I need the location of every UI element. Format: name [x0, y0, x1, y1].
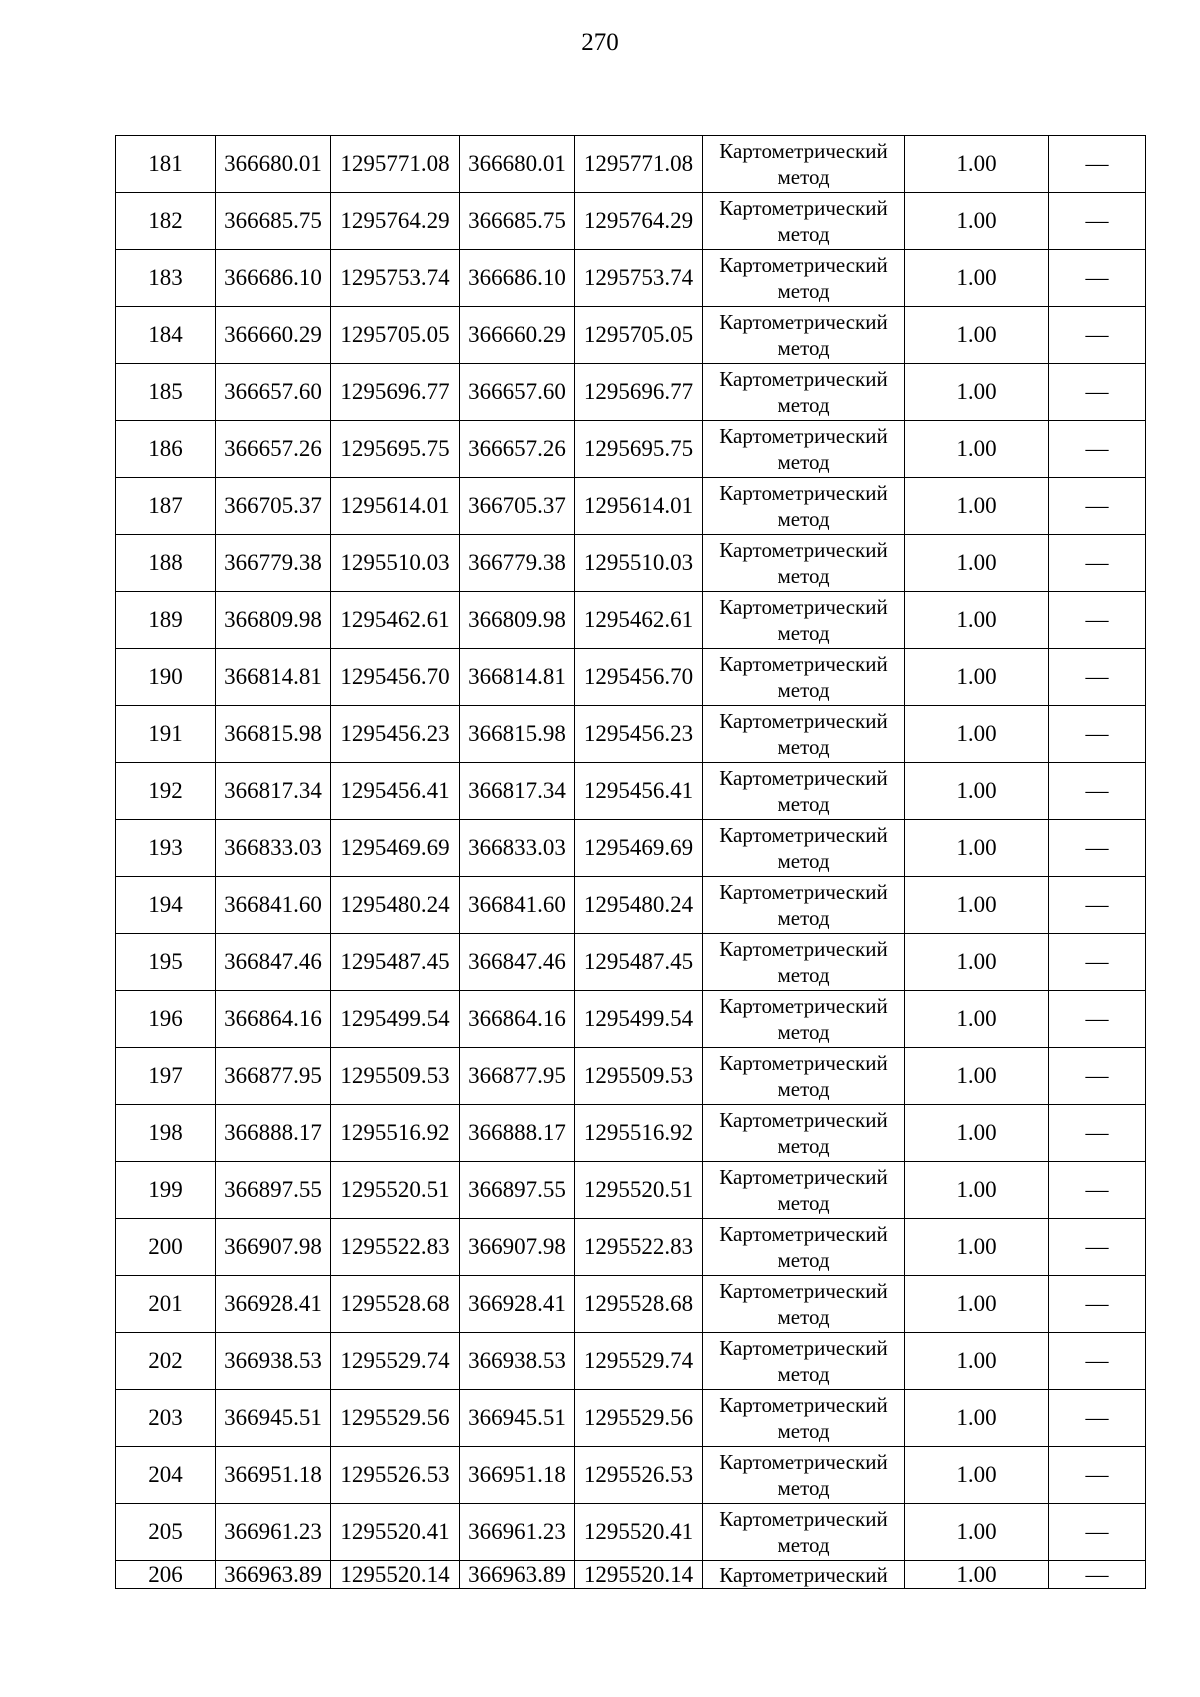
- point-number-cell: 184: [116, 307, 216, 364]
- y-coordinate-cell: 1295456.70: [331, 649, 460, 706]
- table-row: [116, 991, 1146, 1048]
- point-number-cell: 204: [116, 1447, 216, 1504]
- accuracy-cell: 1.00: [905, 535, 1049, 592]
- table-row: [116, 478, 1146, 535]
- x-coordinate-cell: 366817.34: [216, 763, 331, 820]
- x-coordinate-cell: 366657.26: [460, 421, 575, 478]
- y-coordinate-cell: 1295771.08: [331, 136, 460, 193]
- description-cell: —: [1049, 820, 1146, 877]
- x-coordinate-cell: 366686.10: [216, 250, 331, 307]
- y-coordinate-cell: 1295705.05: [575, 307, 703, 364]
- method-cell: Картометрический метод: [703, 535, 905, 592]
- point-number-cell: 206: [116, 1561, 216, 1589]
- y-coordinate-cell: 1295456.41: [575, 763, 703, 820]
- x-coordinate-cell: 366961.23: [216, 1504, 331, 1561]
- y-coordinate-cell: 1295480.24: [575, 877, 703, 934]
- coordinates-table: [115, 135, 1146, 1589]
- description-cell: —: [1049, 1219, 1146, 1276]
- x-coordinate-cell: 366864.16: [216, 991, 331, 1048]
- table-row: [116, 1504, 1146, 1561]
- method-cell: Картометрический метод: [703, 991, 905, 1048]
- table-row: [116, 1048, 1146, 1105]
- y-coordinate-cell: 1295528.68: [331, 1276, 460, 1333]
- description-cell: —: [1049, 364, 1146, 421]
- accuracy-cell: 1.00: [905, 421, 1049, 478]
- table-row: [116, 250, 1146, 307]
- y-coordinate-cell: 1295480.24: [331, 877, 460, 934]
- page-number: 270: [581, 29, 619, 56]
- accuracy-cell: 1.00: [905, 991, 1049, 1048]
- method-cell: Картометрический: [703, 1561, 905, 1589]
- table-row: [116, 1162, 1146, 1219]
- y-coordinate-cell: 1295456.41: [331, 763, 460, 820]
- accuracy-cell: 1.00: [905, 1105, 1049, 1162]
- x-coordinate-cell: 366660.29: [460, 307, 575, 364]
- x-coordinate-cell: 366841.60: [216, 877, 331, 934]
- point-number-cell: 193: [116, 820, 216, 877]
- y-coordinate-cell: 1295520.51: [575, 1162, 703, 1219]
- accuracy-cell: 1.00: [905, 763, 1049, 820]
- description-cell: —: [1049, 136, 1146, 193]
- y-coordinate-cell: 1295487.45: [331, 934, 460, 991]
- x-coordinate-cell: 366963.89: [216, 1561, 331, 1589]
- x-coordinate-cell: 366685.75: [460, 193, 575, 250]
- description-cell: —: [1049, 706, 1146, 763]
- y-coordinate-cell: 1295529.56: [331, 1390, 460, 1447]
- description-cell: —: [1049, 1105, 1146, 1162]
- table-row: [116, 364, 1146, 421]
- x-coordinate-cell: 366897.55: [216, 1162, 331, 1219]
- table-row: [116, 136, 1146, 193]
- x-coordinate-cell: 366945.51: [216, 1390, 331, 1447]
- table-row: [116, 1105, 1146, 1162]
- x-coordinate-cell: 366928.41: [216, 1276, 331, 1333]
- accuracy-cell: 1.00: [905, 136, 1049, 193]
- y-coordinate-cell: 1295520.41: [575, 1504, 703, 1561]
- x-coordinate-cell: 366657.60: [460, 364, 575, 421]
- table-row: [116, 820, 1146, 877]
- table-row: [116, 592, 1146, 649]
- y-coordinate-cell: 1295696.77: [331, 364, 460, 421]
- method-cell: Картометрический метод: [703, 763, 905, 820]
- accuracy-cell: 1.00: [905, 877, 1049, 934]
- accuracy-cell: 1.00: [905, 250, 1049, 307]
- point-number-cell: 183: [116, 250, 216, 307]
- x-coordinate-cell: 366963.89: [460, 1561, 575, 1589]
- method-cell: Картометрический метод: [703, 1219, 905, 1276]
- x-coordinate-cell: 366877.95: [460, 1048, 575, 1105]
- point-number-cell: 194: [116, 877, 216, 934]
- x-coordinate-cell: 366897.55: [460, 1162, 575, 1219]
- point-number-cell: 186: [116, 421, 216, 478]
- y-coordinate-cell: 1295520.51: [331, 1162, 460, 1219]
- point-number-cell: 199: [116, 1162, 216, 1219]
- method-cell: Картометрический метод: [703, 250, 905, 307]
- accuracy-cell: 1.00: [905, 1561, 1049, 1589]
- x-coordinate-cell: 366685.75: [216, 193, 331, 250]
- description-cell: —: [1049, 1333, 1146, 1390]
- accuracy-cell: 1.00: [905, 193, 1049, 250]
- x-coordinate-cell: 366814.81: [216, 649, 331, 706]
- description-cell: —: [1049, 877, 1146, 934]
- description-cell: —: [1049, 1447, 1146, 1504]
- accuracy-cell: 1.00: [905, 307, 1049, 364]
- description-cell: —: [1049, 307, 1146, 364]
- method-cell: Картометрический метод: [703, 820, 905, 877]
- accuracy-cell: 1.00: [905, 706, 1049, 763]
- x-coordinate-cell: 366951.18: [460, 1447, 575, 1504]
- accuracy-cell: 1.00: [905, 934, 1049, 991]
- accuracy-cell: 1.00: [905, 364, 1049, 421]
- description-cell: —: [1049, 991, 1146, 1048]
- description-cell: —: [1049, 1276, 1146, 1333]
- accuracy-cell: 1.00: [905, 1390, 1049, 1447]
- x-coordinate-cell: 366888.17: [460, 1105, 575, 1162]
- x-coordinate-cell: 366680.01: [460, 136, 575, 193]
- x-coordinate-cell: 366833.03: [460, 820, 575, 877]
- accuracy-cell: 1.00: [905, 820, 1049, 877]
- y-coordinate-cell: 1295705.05: [331, 307, 460, 364]
- y-coordinate-cell: 1295520.14: [331, 1561, 460, 1589]
- table-row: [116, 307, 1146, 364]
- point-number-cell: 201: [116, 1276, 216, 1333]
- point-number-cell: 197: [116, 1048, 216, 1105]
- point-number-cell: 187: [116, 478, 216, 535]
- x-coordinate-cell: 366864.16: [460, 991, 575, 1048]
- y-coordinate-cell: 1295614.01: [331, 478, 460, 535]
- method-cell: Картометрический метод: [703, 1276, 905, 1333]
- description-cell: —: [1049, 1162, 1146, 1219]
- description-cell: —: [1049, 1561, 1146, 1589]
- y-coordinate-cell: 1295509.53: [575, 1048, 703, 1105]
- description-cell: —: [1049, 193, 1146, 250]
- y-coordinate-cell: 1295462.61: [575, 592, 703, 649]
- y-coordinate-cell: 1295499.54: [331, 991, 460, 1048]
- method-cell: Картометрический метод: [703, 1447, 905, 1504]
- point-number-cell: 188: [116, 535, 216, 592]
- y-coordinate-cell: 1295456.70: [575, 649, 703, 706]
- table-row: [116, 934, 1146, 991]
- method-cell: Картометрический метод: [703, 592, 905, 649]
- accuracy-cell: 1.00: [905, 478, 1049, 535]
- y-coordinate-cell: 1295764.29: [331, 193, 460, 250]
- method-cell: Картометрический метод: [703, 1048, 905, 1105]
- point-number-cell: 202: [116, 1333, 216, 1390]
- x-coordinate-cell: 366680.01: [216, 136, 331, 193]
- table-row: [116, 877, 1146, 934]
- point-number-cell: 205: [116, 1504, 216, 1561]
- y-coordinate-cell: 1295696.77: [575, 364, 703, 421]
- x-coordinate-cell: 366815.98: [216, 706, 331, 763]
- y-coordinate-cell: 1295695.75: [331, 421, 460, 478]
- y-coordinate-cell: 1295456.23: [575, 706, 703, 763]
- method-cell: Картометрический метод: [703, 1333, 905, 1390]
- method-cell: Картометрический метод: [703, 1504, 905, 1561]
- y-coordinate-cell: 1295456.23: [331, 706, 460, 763]
- description-cell: —: [1049, 535, 1146, 592]
- accuracy-cell: 1.00: [905, 1219, 1049, 1276]
- y-coordinate-cell: 1295529.74: [331, 1333, 460, 1390]
- y-coordinate-cell: 1295509.53: [331, 1048, 460, 1105]
- x-coordinate-cell: 366657.60: [216, 364, 331, 421]
- method-cell: Картометрический метод: [703, 877, 905, 934]
- y-coordinate-cell: 1295614.01: [575, 478, 703, 535]
- x-coordinate-cell: 366833.03: [216, 820, 331, 877]
- y-coordinate-cell: 1295469.69: [331, 820, 460, 877]
- description-cell: —: [1049, 934, 1146, 991]
- method-cell: Картометрический метод: [703, 307, 905, 364]
- accuracy-cell: 1.00: [905, 1162, 1049, 1219]
- description-cell: —: [1049, 592, 1146, 649]
- x-coordinate-cell: 366961.23: [460, 1504, 575, 1561]
- x-coordinate-cell: 366686.10: [460, 250, 575, 307]
- point-number-cell: 191: [116, 706, 216, 763]
- description-cell: —: [1049, 1048, 1146, 1105]
- y-coordinate-cell: 1295510.03: [575, 535, 703, 592]
- x-coordinate-cell: 366705.37: [216, 478, 331, 535]
- accuracy-cell: 1.00: [905, 1447, 1049, 1504]
- method-cell: Картометрический метод: [703, 136, 905, 193]
- y-coordinate-cell: 1295753.74: [575, 250, 703, 307]
- description-cell: —: [1049, 649, 1146, 706]
- x-coordinate-cell: 366657.26: [216, 421, 331, 478]
- coordinates-table-body: [116, 136, 1146, 1589]
- y-coordinate-cell: 1295764.29: [575, 193, 703, 250]
- accuracy-cell: 1.00: [905, 1276, 1049, 1333]
- x-coordinate-cell: 366809.98: [460, 592, 575, 649]
- table-row: [116, 649, 1146, 706]
- description-cell: —: [1049, 250, 1146, 307]
- table-row: [116, 1276, 1146, 1333]
- method-cell: Картометрический метод: [703, 934, 905, 991]
- table-row: [116, 1333, 1146, 1390]
- point-number-cell: 185: [116, 364, 216, 421]
- point-number-cell: 203: [116, 1390, 216, 1447]
- accuracy-cell: 1.00: [905, 1048, 1049, 1105]
- y-coordinate-cell: 1295695.75: [575, 421, 703, 478]
- x-coordinate-cell: 366779.38: [460, 535, 575, 592]
- x-coordinate-cell: 366945.51: [460, 1390, 575, 1447]
- x-coordinate-cell: 366841.60: [460, 877, 575, 934]
- method-cell: Картометрический метод: [703, 364, 905, 421]
- table-row: [116, 1219, 1146, 1276]
- x-coordinate-cell: 366779.38: [216, 535, 331, 592]
- point-number-cell: 192: [116, 763, 216, 820]
- description-cell: —: [1049, 1390, 1146, 1447]
- table-row: [116, 1447, 1146, 1504]
- description-cell: —: [1049, 421, 1146, 478]
- x-coordinate-cell: 366814.81: [460, 649, 575, 706]
- y-coordinate-cell: 1295529.56: [575, 1390, 703, 1447]
- method-cell: Картометрический метод: [703, 421, 905, 478]
- y-coordinate-cell: 1295499.54: [575, 991, 703, 1048]
- x-coordinate-cell: 366928.41: [460, 1276, 575, 1333]
- table-row: [116, 1390, 1146, 1447]
- method-cell: Картометрический метод: [703, 478, 905, 535]
- x-coordinate-cell: 366815.98: [460, 706, 575, 763]
- x-coordinate-cell: 366705.37: [460, 478, 575, 535]
- description-cell: —: [1049, 478, 1146, 535]
- point-number-cell: 198: [116, 1105, 216, 1162]
- point-number-cell: 190: [116, 649, 216, 706]
- x-coordinate-cell: 366847.46: [460, 934, 575, 991]
- y-coordinate-cell: 1295526.53: [575, 1447, 703, 1504]
- table-row: [116, 421, 1146, 478]
- x-coordinate-cell: 366888.17: [216, 1105, 331, 1162]
- x-coordinate-cell: 366660.29: [216, 307, 331, 364]
- point-number-cell: 182: [116, 193, 216, 250]
- y-coordinate-cell: 1295516.92: [575, 1105, 703, 1162]
- description-cell: —: [1049, 763, 1146, 820]
- accuracy-cell: 1.00: [905, 1504, 1049, 1561]
- y-coordinate-cell: 1295487.45: [575, 934, 703, 991]
- y-coordinate-cell: 1295520.14: [575, 1561, 703, 1589]
- point-number-cell: 200: [116, 1219, 216, 1276]
- y-coordinate-cell: 1295520.41: [331, 1504, 460, 1561]
- y-coordinate-cell: 1295522.83: [575, 1219, 703, 1276]
- accuracy-cell: 1.00: [905, 1333, 1049, 1390]
- table-row: [116, 763, 1146, 820]
- x-coordinate-cell: 366938.53: [460, 1333, 575, 1390]
- accuracy-cell: 1.00: [905, 592, 1049, 649]
- y-coordinate-cell: 1295516.92: [331, 1105, 460, 1162]
- y-coordinate-cell: 1295522.83: [331, 1219, 460, 1276]
- point-number-cell: 189: [116, 592, 216, 649]
- point-number-cell: 196: [116, 991, 216, 1048]
- table-row: [116, 706, 1146, 763]
- y-coordinate-cell: 1295771.08: [575, 136, 703, 193]
- y-coordinate-cell: 1295528.68: [575, 1276, 703, 1333]
- x-coordinate-cell: 366951.18: [216, 1447, 331, 1504]
- x-coordinate-cell: 366817.34: [460, 763, 575, 820]
- method-cell: Картометрический метод: [703, 1162, 905, 1219]
- y-coordinate-cell: 1295462.61: [331, 592, 460, 649]
- x-coordinate-cell: 366877.95: [216, 1048, 331, 1105]
- y-coordinate-cell: 1295529.74: [575, 1333, 703, 1390]
- x-coordinate-cell: 366847.46: [216, 934, 331, 991]
- method-cell: Картометрический метод: [703, 649, 905, 706]
- x-coordinate-cell: 366938.53: [216, 1333, 331, 1390]
- table-row: [116, 1561, 1146, 1589]
- x-coordinate-cell: 366907.98: [460, 1219, 575, 1276]
- x-coordinate-cell: 366907.98: [216, 1219, 331, 1276]
- accuracy-cell: 1.00: [905, 649, 1049, 706]
- method-cell: Картометрический метод: [703, 1105, 905, 1162]
- method-cell: Картометрический метод: [703, 706, 905, 763]
- description-cell: —: [1049, 1504, 1146, 1561]
- method-cell: Картометрический метод: [703, 1390, 905, 1447]
- y-coordinate-cell: 1295753.74: [331, 250, 460, 307]
- point-number-cell: 195: [116, 934, 216, 991]
- y-coordinate-cell: 1295526.53: [331, 1447, 460, 1504]
- method-cell: Картометрический метод: [703, 193, 905, 250]
- y-coordinate-cell: 1295510.03: [331, 535, 460, 592]
- table-row: [116, 193, 1146, 250]
- table-row: [116, 535, 1146, 592]
- point-number-cell: 181: [116, 136, 216, 193]
- x-coordinate-cell: 366809.98: [216, 592, 331, 649]
- y-coordinate-cell: 1295469.69: [575, 820, 703, 877]
